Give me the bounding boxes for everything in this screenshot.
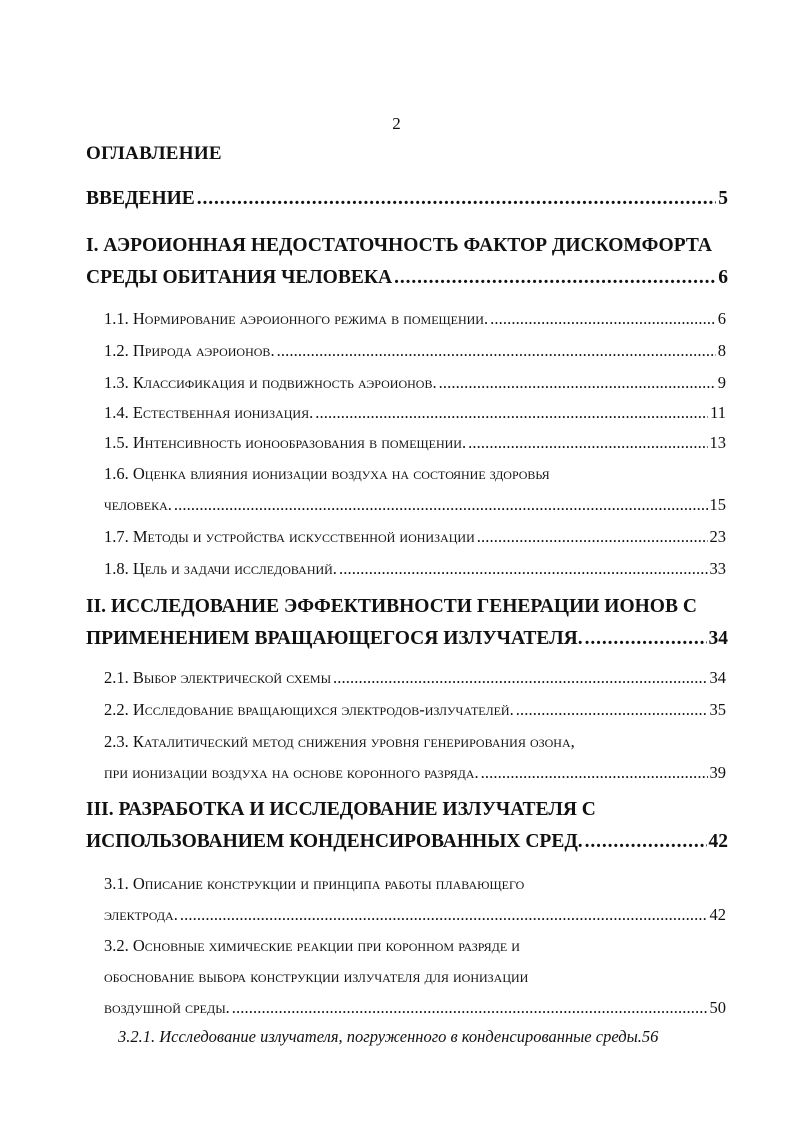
dot-leader — [516, 700, 708, 720]
toc-entry-3-2-1[interactable] — [118, 1027, 734, 1047]
toc-entry-text: 2.1. Выбор электрической схемы — [104, 668, 332, 687]
toc-chapter-2-title[interactable] — [86, 596, 728, 618]
toc-entry-text: 2.2. Исследование вращающихся электродов-излучателей. — [104, 700, 514, 719]
toc-entry-2-2[interactable] — [104, 700, 726, 720]
toc-chapter-3-title[interactable] — [86, 799, 728, 821]
toc-entry-text: 1.8. Цель и задачи исследований. — [104, 559, 337, 578]
toc-entry-text: воздушной среды. — [104, 998, 230, 1017]
toc-entry-text: 3.1. Описание конструкции и принципа работы плавающего — [104, 874, 525, 893]
toc-entry-text: I. АЭРОИОННАЯ НЕДОСТАТОЧНОСТЬ ФАКТОР ДИСКОМФОРТА — [86, 235, 712, 256]
toc-entry-page: 39 — [709, 763, 726, 782]
toc-entry-text: 2.3. Каталитический метод снижения уровня генерирования озона, — [104, 732, 575, 751]
toc-entry-page: 5 — [718, 188, 728, 209]
dot-leader — [174, 495, 708, 515]
dot-leader — [180, 905, 708, 925]
toc-entry-page: 35 — [709, 700, 726, 719]
toc-entry-text: 1.5. Интенсивность ионообразования в помещении. — [104, 433, 467, 452]
toc-chapter-1-title-cont[interactable] — [86, 267, 728, 289]
toc-entry-text: 1.2. Природа аэроионов. — [104, 341, 275, 360]
toc-entry-text: человека. — [104, 495, 172, 514]
toc-entry-page: 33 — [709, 559, 726, 578]
toc-entry-3-1-cont[interactable] — [104, 905, 726, 925]
toc-entry-page: 23 — [709, 527, 726, 546]
toc-entry-text: при ионизации воздуха на основе коронного разряда. — [104, 763, 479, 782]
toc-entry-page: 34 — [708, 628, 728, 649]
toc-chapter-2-title-cont[interactable] — [86, 628, 728, 650]
toc-entry-page: 9 — [717, 373, 726, 392]
toc-entry-text: 1.6. Оценка влияния ионизации воздуха на состояние здоровья — [104, 464, 550, 483]
dot-leader — [585, 628, 707, 650]
dot-leader — [481, 763, 708, 783]
toc-entry-text: электрода. — [104, 905, 178, 924]
toc-entry-1-7[interactable] — [104, 527, 726, 547]
toc-entry-text: 3.2.1. Исследование излучателя, погруженного в конденсированные среды.56 — [118, 1027, 659, 1046]
dot-leader — [468, 433, 707, 453]
toc-entry-1-1[interactable] — [104, 309, 726, 329]
dot-leader — [490, 309, 716, 329]
dot-leader — [277, 341, 716, 361]
toc-entry-1-5[interactable] — [104, 433, 726, 453]
toc-entry-text: ПРИМЕНЕНИЕМ ВРАЩАЮЩЕГОСЯ ИЗЛУЧАТЕЛЯ. — [86, 628, 583, 649]
dot-leader — [315, 403, 708, 423]
toc-entry-page: 42 — [708, 831, 728, 852]
toc-entry-3-1[interactable] — [104, 874, 726, 894]
toc-entry-text: II. ИССЛЕДОВАНИЕ ЭФФЕКТИВНОСТИ ГЕНЕРАЦИИ ИОНОВ С — [86, 596, 697, 617]
toc-entry-text: 1.4. Естественная ионизация. — [104, 403, 314, 422]
toc-entry-text: ВВЕДЕНИЕ — [86, 188, 195, 209]
toc-entry-text: СРЕДЫ ОБИТАНИЯ ЧЕЛОВЕКА — [86, 267, 393, 288]
toc-entry-1-6[interactable] — [104, 464, 726, 484]
toc-entry-page: 6 — [718, 267, 728, 288]
toc-entry-1-6-cont[interactable] — [104, 495, 726, 515]
toc-entry-text: 1.7. Методы и устройства искусственной ионизации — [104, 527, 475, 546]
toc-entry-3-2[interactable] — [104, 936, 726, 956]
dot-leader — [333, 668, 707, 688]
toc-entry-text: 1.3. Классификация и подвижность аэроионов. — [104, 373, 437, 392]
toc-chapter-3-title-cont[interactable] — [86, 831, 728, 853]
toc-entry-page: 50 — [709, 998, 726, 1017]
toc-entry-introduction[interactable] — [86, 188, 728, 210]
dot-leader — [477, 527, 708, 547]
toc-entry-page: 13 — [709, 433, 726, 452]
toc-title: ОГЛАВЛЕНИЕ — [86, 143, 222, 164]
toc-entry-page: 6 — [717, 309, 726, 328]
toc-entry-2-1[interactable] — [104, 668, 726, 688]
toc-entry-page: 11 — [710, 403, 726, 422]
toc-entry-text: ИСПОЛЬЗОВАНИЕМ КОНДЕНСИРОВАННЫХ СРЕД. — [86, 831, 583, 852]
toc-chapter-1-title[interactable] — [86, 235, 728, 257]
toc-entry-2-3-cont[interactable] — [104, 763, 726, 783]
dot-leader — [197, 188, 716, 210]
toc-entry-3-2-cont1[interactable] — [104, 967, 726, 987]
toc-entry-3-2-cont2[interactable] — [104, 998, 726, 1018]
dot-leader — [339, 559, 708, 579]
dot-leader — [439, 373, 716, 393]
toc-entry-page: 42 — [709, 905, 726, 924]
dot-leader — [232, 998, 708, 1018]
toc-entry-1-8[interactable] — [104, 559, 726, 579]
toc-entry-text: обоснование выбора конструкции излучателя для ионизации — [104, 967, 529, 986]
toc-entry-text: 3.2. Основные химические реакции при коронном разряде и — [104, 936, 520, 955]
page-number: 2 — [392, 114, 401, 133]
toc-entry-text: III. РАЗРАБОТКА И ИССЛЕДОВАНИЕ ИЗЛУЧАТЕЛЯ С — [86, 799, 596, 820]
dot-leader — [394, 267, 716, 289]
toc-entry-1-2[interactable] — [104, 341, 726, 361]
toc-entry-2-3[interactable] — [104, 732, 726, 752]
toc-entry-1-4[interactable] — [104, 403, 726, 423]
toc-entry-text: 1.1. Нормирование аэроионного режима в помещении. — [104, 309, 489, 328]
toc-entry-1-3[interactable] — [104, 373, 726, 393]
toc-entry-page: 34 — [709, 668, 726, 687]
toc-entry-page: 8 — [717, 341, 726, 360]
toc-entry-page: 15 — [709, 495, 726, 514]
dot-leader — [585, 831, 707, 853]
